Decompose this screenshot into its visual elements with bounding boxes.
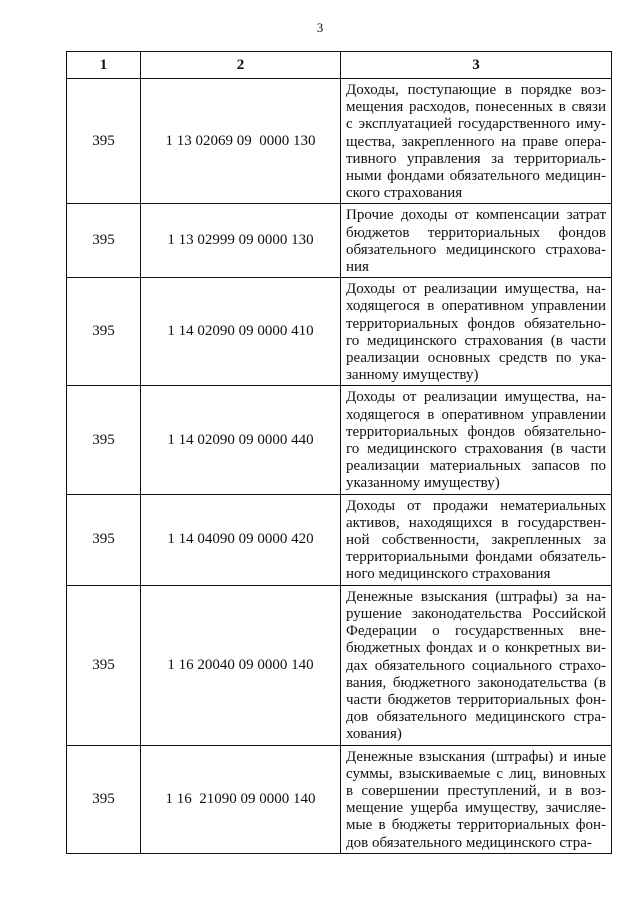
- description-line: ными фондами обязательного медицин-: [346, 168, 606, 185]
- row-income-description: [341, 494, 612, 585]
- budget-code-table: [66, 51, 612, 854]
- table-row: [67, 204, 612, 278]
- row-income-description: [341, 585, 612, 745]
- description-line: Доходы, поступающие в порядке воз-: [346, 82, 606, 98]
- row-budget-classification-code: 1 16 21090 09 0000 140: [141, 745, 341, 853]
- description-line: ходящегося в оперативном управлении: [346, 298, 606, 315]
- row-budget-classification-code: 1 14 02090 09 0000 410: [141, 278, 341, 386]
- description-line: дов обязательного медицинского стра-: [346, 709, 606, 726]
- row-agency-code: 395: [67, 278, 141, 386]
- description-line: тивного управления за территориаль-: [346, 150, 606, 167]
- description-line: щества, закрепленного на праве опера-: [346, 133, 606, 150]
- description-line: бюджетных фондах и о конкретных ви-: [346, 640, 606, 657]
- description-line: территориальными фондами обязатель-: [346, 549, 606, 566]
- row-agency-code: 395: [67, 204, 141, 278]
- description-line: Денежные взыскания (штрафы) за на-: [346, 588, 606, 605]
- description-line: ского страхования: [346, 185, 463, 202]
- row-budget-classification-code: 1 16 20040 09 0000 140: [141, 585, 341, 745]
- row-agency-code: 395: [67, 386, 141, 494]
- description-line: Доходы от реализации имущества, на-: [346, 389, 606, 406]
- description-line: территориальных фондов обязательно-: [346, 423, 606, 440]
- row-income-description: [341, 204, 612, 278]
- description-line: вания, бюджетного законодательства (в: [346, 674, 606, 691]
- table-body: [67, 79, 612, 854]
- row-income-description: [341, 278, 612, 386]
- row-agency-code: 395: [67, 494, 141, 585]
- description-line: ния: [346, 259, 369, 276]
- description-line: части бюджетов территориальных фон-: [346, 691, 606, 708]
- description-line: занному имуществу): [346, 367, 479, 384]
- description-line: мые в бюджеты территориальных фон-: [346, 817, 606, 834]
- description-line: го медицинского страхования (в части: [346, 441, 606, 458]
- description-line: мещения расходов, понесенных в связи: [346, 99, 606, 116]
- table-row: [67, 278, 612, 386]
- row-income-description: [341, 745, 612, 853]
- description-line: с эксплуатацией государственного иму-: [346, 116, 606, 133]
- row-budget-classification-code: 1 14 02090 09 0000 440: [141, 386, 341, 494]
- table-row: [67, 745, 612, 853]
- column-header-3: 3: [341, 52, 612, 79]
- description-line: Денежные взыскания (штрафы) и иные: [346, 748, 606, 765]
- row-agency-code: 395: [67, 745, 141, 853]
- description-line: активов, находящихся в государствен-: [346, 514, 606, 531]
- description-line: территориальных фондов обязательно-: [346, 315, 606, 332]
- description-line: суммы, взыскиваемые с лиц, виновных: [346, 765, 606, 782]
- page-number: 3: [316, 20, 324, 35]
- description-line: Прочие доходы от компенсации затрат: [346, 207, 606, 224]
- description-line: ного медицинского страхования: [346, 566, 551, 583]
- description-line: Доходы от реализации имущества, на-: [346, 281, 606, 298]
- description-line: бюджетов территориальных фондов: [346, 224, 606, 241]
- description-line: дах обязательного социального страхо-: [346, 657, 606, 674]
- row-income-description: [341, 79, 612, 204]
- description-line: реализации основных средств по ука-: [346, 350, 606, 367]
- description-line: ной собственности, закрепленных за: [346, 532, 606, 549]
- row-budget-classification-code: 1 14 04090 09 0000 420: [141, 494, 341, 585]
- table-row: [67, 79, 612, 204]
- row-agency-code: 395: [67, 79, 141, 204]
- description-line: в совершении преступлений, и в воз-: [346, 782, 606, 799]
- description-line: Доходы от продажи нематериальных: [346, 497, 606, 514]
- description-line: рушение законодательства Российской: [346, 605, 606, 622]
- description-line: хования): [346, 726, 402, 743]
- row-agency-code: 395: [67, 585, 141, 745]
- table-row: [67, 494, 612, 585]
- row-budget-classification-code: 1 13 02999 09 0000 130: [141, 204, 341, 278]
- description-line: дов обязательного медицинского стра-: [346, 834, 592, 851]
- column-header-2: 2: [141, 52, 341, 79]
- row-income-description: [341, 386, 612, 494]
- description-line: указанному имуществу): [346, 475, 500, 492]
- description-line: реализации материальных запасов по: [346, 458, 606, 475]
- table-header-row: [67, 52, 612, 79]
- table-row: [67, 386, 612, 494]
- column-header-1: 1: [67, 52, 141, 79]
- table-row: [67, 585, 612, 745]
- description-line: Федерации о государственных вне-: [346, 623, 606, 640]
- description-line: ходящегося в оперативном управлении: [346, 406, 606, 423]
- description-line: обязательного медицинского страхова-: [346, 241, 606, 258]
- description-line: го медицинского страхования (в части: [346, 332, 606, 349]
- description-line: мещение ущерба имуществу, зачисляе-: [346, 800, 606, 817]
- row-budget-classification-code: 1 13 02069 09 0000 130: [141, 79, 341, 204]
